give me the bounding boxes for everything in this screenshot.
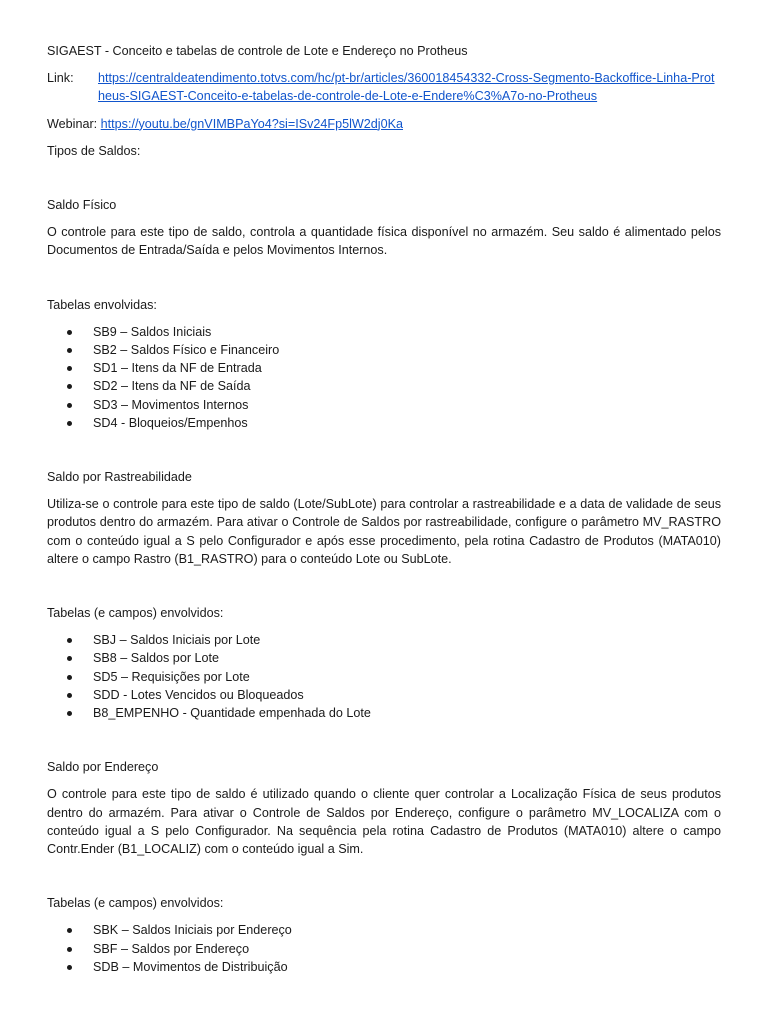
tables-heading: Tabelas envolvidas: xyxy=(47,297,157,312)
bullet-icon xyxy=(67,403,72,408)
list-item: SBK – Saldos Iniciais por Endereço xyxy=(47,921,721,939)
link-row xyxy=(47,69,721,105)
bullet-icon xyxy=(67,711,72,716)
section-body: O controle para este tipo de saldo, controla a quantidade física disponível no armazém. Seu saldo é alimentado pelos Documentos de Entrada/Saída e pelos Movimentos Internos. xyxy=(47,225,721,258)
bullet-icon xyxy=(67,384,72,389)
tables-list xyxy=(47,921,721,976)
section-heading: Saldo Físico xyxy=(47,198,117,213)
bullet-icon xyxy=(67,656,72,661)
bullet-icon xyxy=(67,348,72,353)
bullet-icon xyxy=(67,693,72,698)
document-page xyxy=(47,42,721,976)
bullet-icon xyxy=(67,675,72,680)
bullet-icon xyxy=(67,947,72,952)
tables-heading: Tabelas (e campos) envolvidos: xyxy=(47,896,224,911)
list-item: SB2 – Saldos Físico e Financeiro xyxy=(47,341,721,359)
tables-list xyxy=(47,323,721,432)
bullet-icon xyxy=(67,421,72,426)
section-heading: Saldo por Rastreabilidade xyxy=(47,469,192,484)
tables-list xyxy=(47,631,721,722)
types-label: Tipos de Saldos: xyxy=(47,143,141,158)
webinar-row xyxy=(47,115,721,133)
bullet-icon xyxy=(67,928,72,933)
list-item: SD5 – Requisições por Lote xyxy=(47,668,721,686)
link-label: Link: xyxy=(47,71,74,86)
list-item: SB9 – Saldos Iniciais xyxy=(47,323,721,341)
list-item: SD3 – Movimentos Internos xyxy=(47,396,721,414)
list-item: SD4 - Bloqueios/Empenhos xyxy=(47,414,721,432)
section-body: Utiliza-se o controle para este tipo de saldo (Lote/SubLote) para controlar a rastreabilidade e a data de validade de seus produtos dentro do armazém. Para ativar o Controle de Saldos por rastreabilidade, configure o parâmetro MV_RASTRO com o conteúdo igual a S pelo Configurador e após esse procedimento, pela rotina Cadastro de Produtos (MATA010) altere o campo Rastro (B1_RASTRO) para o conteúdo Lote ou SubLote. xyxy=(47,497,721,566)
list-item: SDD - Lotes Vencidos ou Bloqueados xyxy=(47,686,721,704)
section-saldo-endereco xyxy=(47,758,721,976)
bullet-icon xyxy=(67,330,72,335)
list-item: SD2 – Itens da NF de Saída xyxy=(47,377,721,395)
document-title: SIGAEST - Conceito e tabelas de controle de Lote e Endereço no Protheus xyxy=(47,44,468,58)
list-item: SB8 – Saldos por Lote xyxy=(47,649,721,667)
list-item: SBF – Saldos por Endereço xyxy=(47,940,721,958)
list-item: B8_EMPENHO - Quantidade empenhada do Lote xyxy=(47,704,721,722)
tables-heading: Tabelas (e campos) envolvidos: xyxy=(47,605,224,620)
section-saldo-rastreabilidade xyxy=(47,468,721,722)
list-item: SDB – Movimentos de Distribuição xyxy=(47,958,721,976)
section-saldo-fisico xyxy=(47,196,721,432)
bullet-icon xyxy=(67,366,72,371)
webinar-label: Webinar: xyxy=(47,116,98,131)
list-item: SD1 – Itens da NF de Entrada xyxy=(47,359,721,377)
article-link[interactable]: https://centraldeatendimento.totvs.com/hc/pt-br/articles/360018454332-Cross-Segmento-Backoffice-Linha-Protheus-SIGAEST-Conceito-e-tabelas-de-controle-de-Lote-e-Endere%C3%A7o-no-Protheus xyxy=(98,71,715,104)
section-heading: Saldo por Endereço xyxy=(47,760,159,775)
section-body: O controle para este tipo de saldo é utilizado quando o cliente quer controlar a Localização Física de seus produtos dentro do armazém. Para ativar o Controle de Saldos por Endereço, configure o parâmetro MV_LOCALIZA com o conteúdo igual a S pelo Configurador. Na sequência pela rotina Cadastro de Produtos (MATA010) altere o campo Contr.Ender (B1_LOCALIZ) com o conteúdo igual a Sim. xyxy=(47,787,721,856)
bullet-icon xyxy=(67,965,72,970)
bullet-icon xyxy=(67,638,72,643)
list-item: SBJ – Saldos Iniciais por Lote xyxy=(47,631,721,649)
webinar-link[interactable]: https://youtu.be/gnVIMBPaYo4?si=ISv24Fp5lW2dj0Ka xyxy=(100,116,403,131)
